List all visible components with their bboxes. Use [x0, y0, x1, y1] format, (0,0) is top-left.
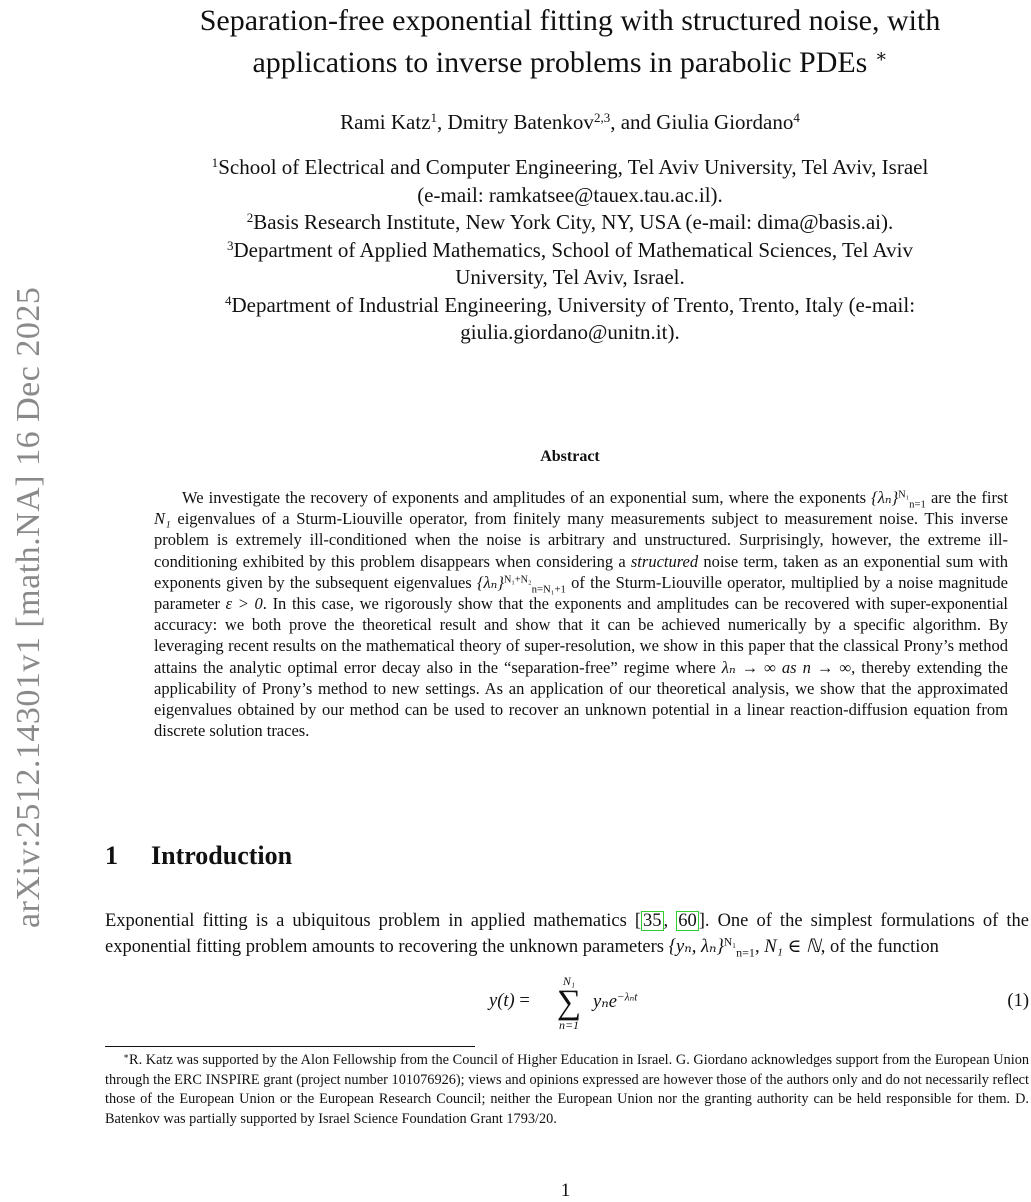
abstract-body: [154, 487, 1008, 741]
math-exponent-set: [871, 488, 926, 511]
citation-link-35[interactable]: 35: [643, 911, 662, 931]
affiliation-1-mark: 1: [211, 154, 219, 170]
affiliation-3: [110, 237, 1030, 265]
abstract-text-6: . In this case, we rigorously show that the exponents and amplitudes can be recovered with super-exponential accuracy: we both prove the theoretical result and show that it can be achieved numerically by a specific algorithm. By leveraging recent results on the mathematical theory of super-resolution, we show in this paper that the classical Prony’s method attains the analytic optimal error decay also in the “separation-free” regime where: [154, 594, 1009, 677]
affiliation-2-mark: 2: [246, 209, 254, 225]
equation-lhs: [489, 991, 530, 1012]
equation-lhs-function: y(t): [489, 991, 515, 1011]
footnote: [105, 1051, 1029, 1129]
math-noise-set-upper: N₁+N₂: [503, 574, 532, 586]
affiliation-3-line-1: Department of Applied Mathematics, School of Mathematical Sciences, Tel Aviv: [233, 237, 913, 262]
affiliation-1-line-1: School of Electrical and Computer Engineering, Tel Aviv University, Tel Aviv, Israel: [218, 155, 929, 179]
title-line-2: applications to inverse problems in parabolic PDEs: [252, 46, 868, 79]
affiliation-4-cont: giulia.giordano@unitn.it).: [460, 320, 680, 344]
affiliation-4: [110, 292, 1030, 320]
intro-text-4: ,: [754, 937, 765, 957]
math-param-set: [668, 936, 755, 960]
intro-text-3: ]. One of the simplest formulations of the exponential fitting problem amounts to recovering the unknown parameters: [105, 911, 1030, 957]
arxiv-identifier-stamp: arXiv:2512.14301v1 [math.NA] 16 Dec 2025: [10, 286, 47, 928]
math-noise-set-lower: n=N₁+1: [531, 583, 566, 596]
page-number: 1: [560, 1180, 571, 1201]
abstract-text-3: eigenvalues of a Sturm-Liouville operator, from finitely many measurements subject to measurement noise. This inverse problem is extremely ill-conditioned when the noise is arbitrary and unstructured. Surprisingly, however, the extreme ill-conditioning exhibited by this problem disappears when considering a: [154, 509, 1008, 571]
affiliation-3-mark: 3: [226, 237, 234, 253]
math-epsilon: ε > 0: [225, 594, 263, 614]
math-noise-set: [476, 572, 566, 596]
citation-link-60[interactable]: 60: [678, 911, 697, 931]
author-affil-3: 4: [793, 109, 800, 125]
affiliation-1: [110, 154, 1030, 182]
intro-text-1: Exponential fitting is a ubiquitous problem in applied mathematics [: [105, 911, 642, 931]
affiliation-2: [110, 209, 1030, 237]
affiliation-1-cont: (e-mail: ramkatsee@tauex.tau.ac.il).: [417, 182, 723, 207]
math-param-set-lower: n=1: [736, 945, 755, 960]
math-exponent-set-upper: N₁: [898, 489, 910, 501]
abstract-text-1: We investigate the recovery of exponents and amplitudes of an exponential sum, where the exponents: [182, 488, 872, 507]
equation-rhs-exponent: −λₙt: [616, 991, 638, 1004]
title-footnote-mark: ∗: [874, 45, 888, 67]
affiliation-4-line-1: Department of Industrial Engineering, University of Trento, Trento, Italy (e-mail:: [231, 292, 916, 317]
author-name-1: Rami Katz: [340, 110, 431, 134]
math-exponent-set-lower: n=1: [909, 498, 926, 511]
equation-rhs: [593, 991, 637, 1013]
math-n1-natural: N₁ ∈ ℕ: [764, 937, 821, 957]
affiliation-list: [110, 154, 1030, 347]
sum-upper-limit: N₁: [562, 974, 576, 988]
math-limit: λₙ → ∞ as n → ∞: [721, 657, 852, 677]
abstract-heading: Abstract: [540, 448, 600, 465]
affiliation-2-line-1: Basis Research Institute, New York City, NY, USA (e-mail: dima@basis.ai).: [253, 210, 894, 234]
paper-title: [110, 0, 1030, 84]
summation: [549, 974, 589, 1032]
footnote-text: R. Katz was supported by the Alon Fellowship from the Council of Higher Education in Israel. G. Giordano acknowledges support from the European Union through the ERC INSPIRE grant (project number 101076926); views and opinions expressed are however those of the authors only and do not necessarily reflect those of the European Union or the European Research Council; neither the European Union nor the granting authority can be held responsible for them. D. Batenkov was partially supported by Israel Science Foundation Grant 1793/20.: [105, 1052, 1029, 1127]
affiliation-4-mark: 4: [224, 292, 232, 308]
abstract-text-4: noise term, taken as an exponential sum with exponents given by the subsequent eigenvalues: [154, 551, 1008, 592]
sum-symbol: ∑: [556, 984, 582, 1021]
section-number: 1: [105, 841, 118, 870]
abstract-text-7: , thereby extending the applicability of Prony’s method to new settings. As an application of our theoretical analysis, we show that the approximated eigenvalues obtained by our method can be used to recover an unknown potential in a linear reaction-diffusion equation from discrete solution traces.: [154, 657, 1008, 741]
author-name-3: Giulia Giordano: [656, 110, 794, 134]
equation-number: (1): [1007, 991, 1029, 1011]
section-heading: [105, 838, 292, 874]
intro-text-2: ,: [663, 911, 677, 931]
math-n1: N₁: [154, 509, 171, 529]
intro-text-5: , of the function: [820, 937, 939, 957]
equation-rhs-term: yₙe: [593, 992, 617, 1012]
equation-equals: =: [519, 991, 530, 1011]
math-exponent-set-base: {λₙ}: [871, 488, 899, 507]
author-affil-1: 1: [430, 109, 438, 125]
footnote-mark: ∗: [123, 1051, 130, 1062]
abstract-emphasis: structured: [630, 551, 699, 571]
author-connector: , and: [610, 110, 657, 134]
equation-1: [105, 968, 1029, 1038]
affiliation-3-cont: University, Tel Aviv, Israel.: [455, 265, 685, 289]
author-affil-2: 2,3: [593, 109, 611, 125]
sum-lower-limit: n=1: [558, 1018, 580, 1032]
math-noise-set-base: {λₙ}: [476, 572, 504, 592]
intro-paragraph: [105, 908, 1029, 960]
title-line-1: Separation-free exponential fitting with structured noise, with: [199, 4, 941, 37]
abstract-text-5: of the Sturm-Liouville operator, multiplied by a noise magnitude parameter: [154, 572, 1008, 614]
section-title: Introduction: [151, 841, 293, 870]
math-param-set-upper: N₁: [723, 936, 737, 949]
footnote-rule: [105, 1046, 475, 1047]
abstract-text-2: are the first: [925, 488, 1008, 507]
math-param-set-base: {yₙ, λₙ}: [668, 937, 724, 957]
author-name-2: Dmitry Batenkov: [447, 110, 594, 134]
author-list: Rami Katz$^1$, Dmitry Batenkov$^{2,3}$, and Giulia Giordano$^4$: [340, 109, 800, 134]
